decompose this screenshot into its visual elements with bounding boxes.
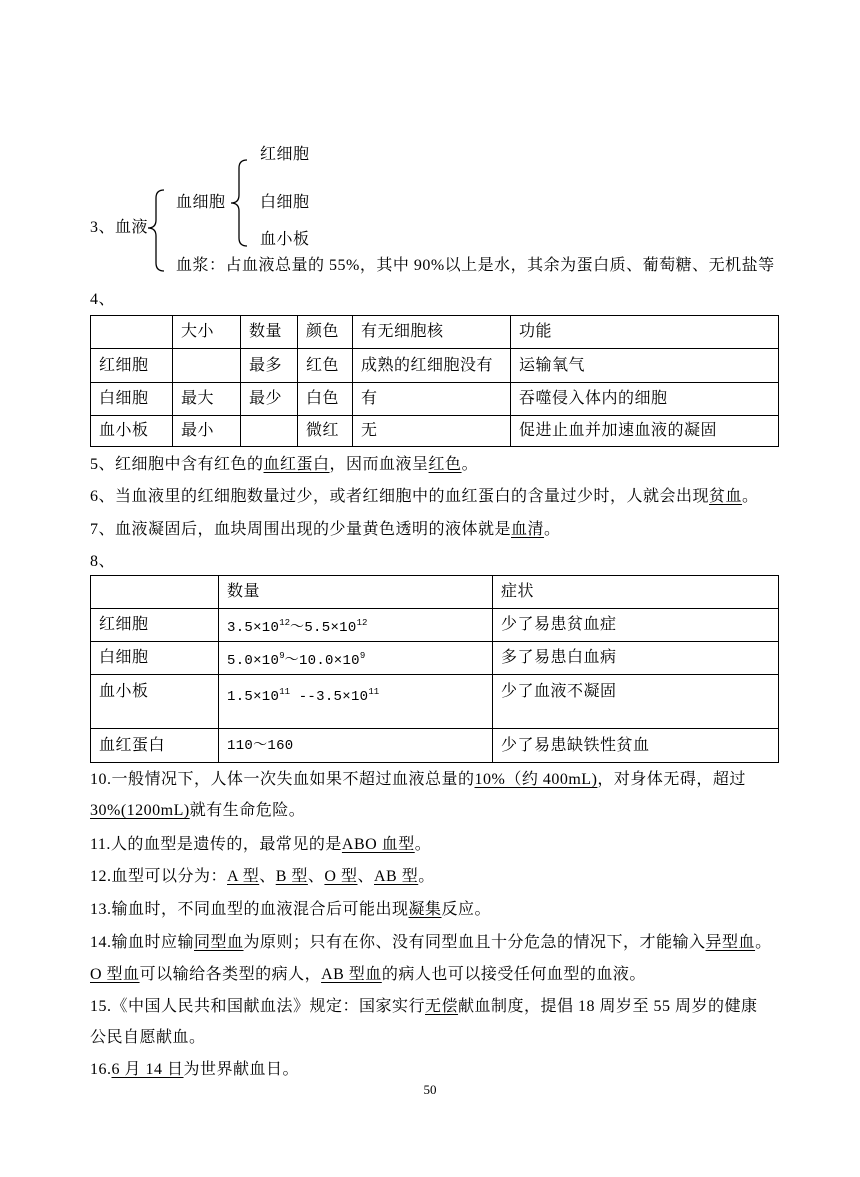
- symptom-cell: 少了易患贫血症: [493, 609, 779, 642]
- item-text: 为世界献血日。: [183, 1061, 300, 1078]
- row-label-cell: 血红蛋白: [91, 729, 219, 763]
- item-text: 15.《中国人民共和国献血法》规定：国家实行: [90, 998, 426, 1015]
- item-text: 12.血型可以分为：: [90, 868, 228, 885]
- count-range-cell: [219, 642, 493, 675]
- item-text: 5、红细胞中含有红色的: [90, 456, 264, 473]
- item-text: 6、当血液里的红细胞数量过少，或者红细胞中的血红蛋白的含量过少时，人就会出现: [90, 488, 710, 505]
- blood-composition-braces: [0, 0, 860, 300]
- table-cell: 微红: [298, 416, 353, 447]
- header-cell-nucleus: 有无细胞核: [353, 316, 511, 349]
- answer-blank: 血红蛋白: [263, 456, 330, 473]
- section-4-label: 4、: [90, 291, 116, 308]
- item-13: [90, 900, 491, 920]
- blood-cells-label: 血细胞: [176, 194, 226, 211]
- table-cell: [173, 349, 241, 383]
- item-text: 。: [544, 521, 561, 538]
- platelet-label: 血小板: [260, 231, 310, 248]
- item-text: 16.: [90, 1061, 112, 1078]
- symptom-cell: 多了易患白血病: [493, 642, 779, 675]
- range-separator: ～: [284, 652, 299, 669]
- count-low-exponent: 9: [279, 650, 285, 661]
- answer-blank: O 型: [324, 868, 358, 885]
- header-cell-count: 数量: [219, 576, 493, 609]
- answer-blank: O 型血: [90, 966, 140, 983]
- count-range-cell: 110～160: [219, 729, 493, 763]
- answer-blank: 红色: [428, 456, 462, 473]
- item-text: 反应。: [441, 901, 492, 918]
- table-cell: 红色: [298, 349, 353, 383]
- page-number: 50: [423, 1082, 437, 1097]
- item-12: [90, 867, 435, 887]
- header-cell-color: 颜色: [298, 316, 353, 349]
- blood-heading: 3、血液: [90, 219, 149, 236]
- answer-blank: A 型: [227, 868, 260, 885]
- header-cell: [91, 576, 219, 609]
- item-11: [90, 835, 431, 855]
- answer-blank: 无偿: [425, 998, 459, 1015]
- table-row: [91, 349, 779, 383]
- answer-blank: 贫血: [709, 488, 743, 505]
- table-row: [91, 642, 779, 675]
- header-cell-count: 数量: [241, 316, 298, 349]
- table-row: [91, 609, 779, 642]
- answer-blank: B 型: [275, 868, 308, 885]
- item-text: ，对身体无碍，超过: [597, 771, 746, 788]
- table-cell: 最多: [241, 349, 298, 383]
- answer-blank: AB 型血: [321, 966, 382, 983]
- row-label-cell: 红细胞: [91, 349, 173, 383]
- table-cell: 最大: [173, 383, 241, 416]
- table-cell: 白色: [298, 383, 353, 416]
- count-high-exponent: 12: [356, 617, 368, 628]
- answer-blank: 血清: [511, 521, 545, 538]
- table-row: [91, 729, 779, 763]
- table-header-row: [91, 316, 779, 349]
- header-cell-size: 大小: [173, 316, 241, 349]
- answer-blank: AB 型: [374, 868, 419, 885]
- item-text: 公民自愿献血。: [90, 1029, 206, 1046]
- section-8-label: 8、: [90, 553, 116, 570]
- answer-blank: 10%（约 400mL): [474, 771, 598, 788]
- header-cell: [91, 316, 173, 349]
- blood-count-table: [90, 575, 779, 763]
- item-text: 的病人也可以接受任何血型的血液。: [381, 966, 646, 983]
- answer-blank: 同型血: [194, 934, 244, 951]
- item-16: [90, 1060, 299, 1080]
- blood-cells-brace: [231, 160, 247, 246]
- item-text: 。: [461, 456, 479, 473]
- item-5: [90, 455, 478, 475]
- table-row: [91, 416, 779, 447]
- item-14-line-1: [90, 933, 772, 953]
- row-label-cell: 血小板: [91, 416, 173, 447]
- item-text: 7、血液凝固后，血块周围出现的少量黄色透明的液体就是: [90, 521, 512, 538]
- count-low: 5.0×10: [227, 652, 280, 669]
- answer-blank: 异型血: [705, 934, 756, 951]
- row-label-cell: 白细胞: [91, 642, 219, 675]
- item-15-line-2: [90, 1028, 206, 1048]
- plasma-description: 血浆：占血液总量的 55%，其中 90%以上是水，其余为蛋白质、葡萄糖、无机盐等: [176, 257, 775, 274]
- count-high-exponent: 9: [359, 650, 366, 661]
- table-cell: 促进止血并加速血液的凝固: [511, 416, 779, 447]
- table-cell: 无: [353, 416, 511, 447]
- item-14-line-2: [90, 965, 646, 985]
- item-text: 就有生命危险。: [189, 802, 306, 819]
- count-range-cell: [219, 609, 493, 642]
- count-range-cell: [219, 675, 493, 729]
- table-cell: [241, 416, 298, 447]
- row-label-cell: 红细胞: [91, 609, 219, 642]
- count-high: 3.5×10: [316, 689, 369, 705]
- table-cell: 有: [353, 383, 511, 416]
- header-cell-function: 功能: [511, 316, 779, 349]
- count-high: 5.5×10: [304, 619, 357, 636]
- item-text: 、: [259, 868, 276, 885]
- answer-blank: 凝集: [408, 901, 442, 918]
- table-cell: 运输氧气: [511, 349, 779, 383]
- table-cell: 最小: [173, 416, 241, 447]
- count-low-exponent: 11: [279, 687, 291, 697]
- item-text: ，因而血液呈: [329, 456, 429, 473]
- header-cell-symptom: 症状: [493, 576, 779, 609]
- item-text: 10.一般情况下，人体一次失血如果不超过血液总量的: [90, 771, 475, 788]
- item-15-line-1: [90, 997, 758, 1017]
- item-6: [90, 487, 759, 507]
- item-text: 。: [418, 868, 435, 885]
- item-7: [90, 520, 561, 540]
- count-high: 10.0×10: [298, 652, 360, 669]
- range-separator: --: [290, 689, 317, 705]
- red-blood-cell-label: 红细胞: [260, 146, 310, 163]
- symptom-cell: 少了易患缺铁性贫血: [493, 729, 779, 763]
- item-text: 、: [357, 868, 374, 885]
- blood-cell-comparison-table: [90, 315, 779, 447]
- answer-blank: ABO 血型: [341, 836, 415, 853]
- item-text: 献血制度，提倡 18 周岁至 55 周岁的健康: [458, 998, 758, 1015]
- table-row: [91, 675, 779, 729]
- symptom-cell: 少了血液不凝固: [493, 675, 779, 729]
- count-low: 1.5×10: [227, 689, 280, 705]
- table-cell: 成熟的红细胞没有: [353, 349, 511, 383]
- answer-blank: 30%(1200mL): [90, 802, 190, 819]
- item-text: 。: [742, 488, 759, 505]
- item-text: 为原则；只有在你、没有同型血且十分危急的情况下，才能输入: [243, 934, 706, 951]
- row-label-cell: 白细胞: [91, 383, 173, 416]
- table-header-row: [91, 576, 779, 609]
- range-separator: ～: [290, 619, 305, 636]
- answer-blank: 6 月 14 日: [111, 1061, 184, 1078]
- item-text: 。: [755, 934, 772, 951]
- item-10-line-2: [90, 801, 305, 821]
- item-text: 。: [414, 836, 432, 853]
- item-text: 可以输给各类型的病人，: [139, 966, 322, 983]
- table-cell: 吞噬侵入体内的细胞: [511, 383, 779, 416]
- item-text: 、: [307, 868, 325, 885]
- count-low: 3.5×10: [227, 619, 280, 636]
- item-10-line-1: [90, 770, 746, 790]
- count-low-exponent: 12: [279, 617, 291, 628]
- row-label-cell: 血小板: [91, 675, 219, 729]
- item-text: 11.人的血型是遗传的，最常见的是: [90, 836, 342, 853]
- item-text: 13.输血时，不同血型的血液混合后可能出现: [90, 901, 409, 918]
- count-high-exponent: 11: [368, 687, 380, 697]
- blood-brace: [148, 190, 164, 271]
- table-row: [91, 383, 779, 416]
- table-cell: 最少: [241, 383, 298, 416]
- item-text: 14.输血时应输: [90, 934, 195, 951]
- white-blood-cell-label: 白细胞: [260, 194, 310, 211]
